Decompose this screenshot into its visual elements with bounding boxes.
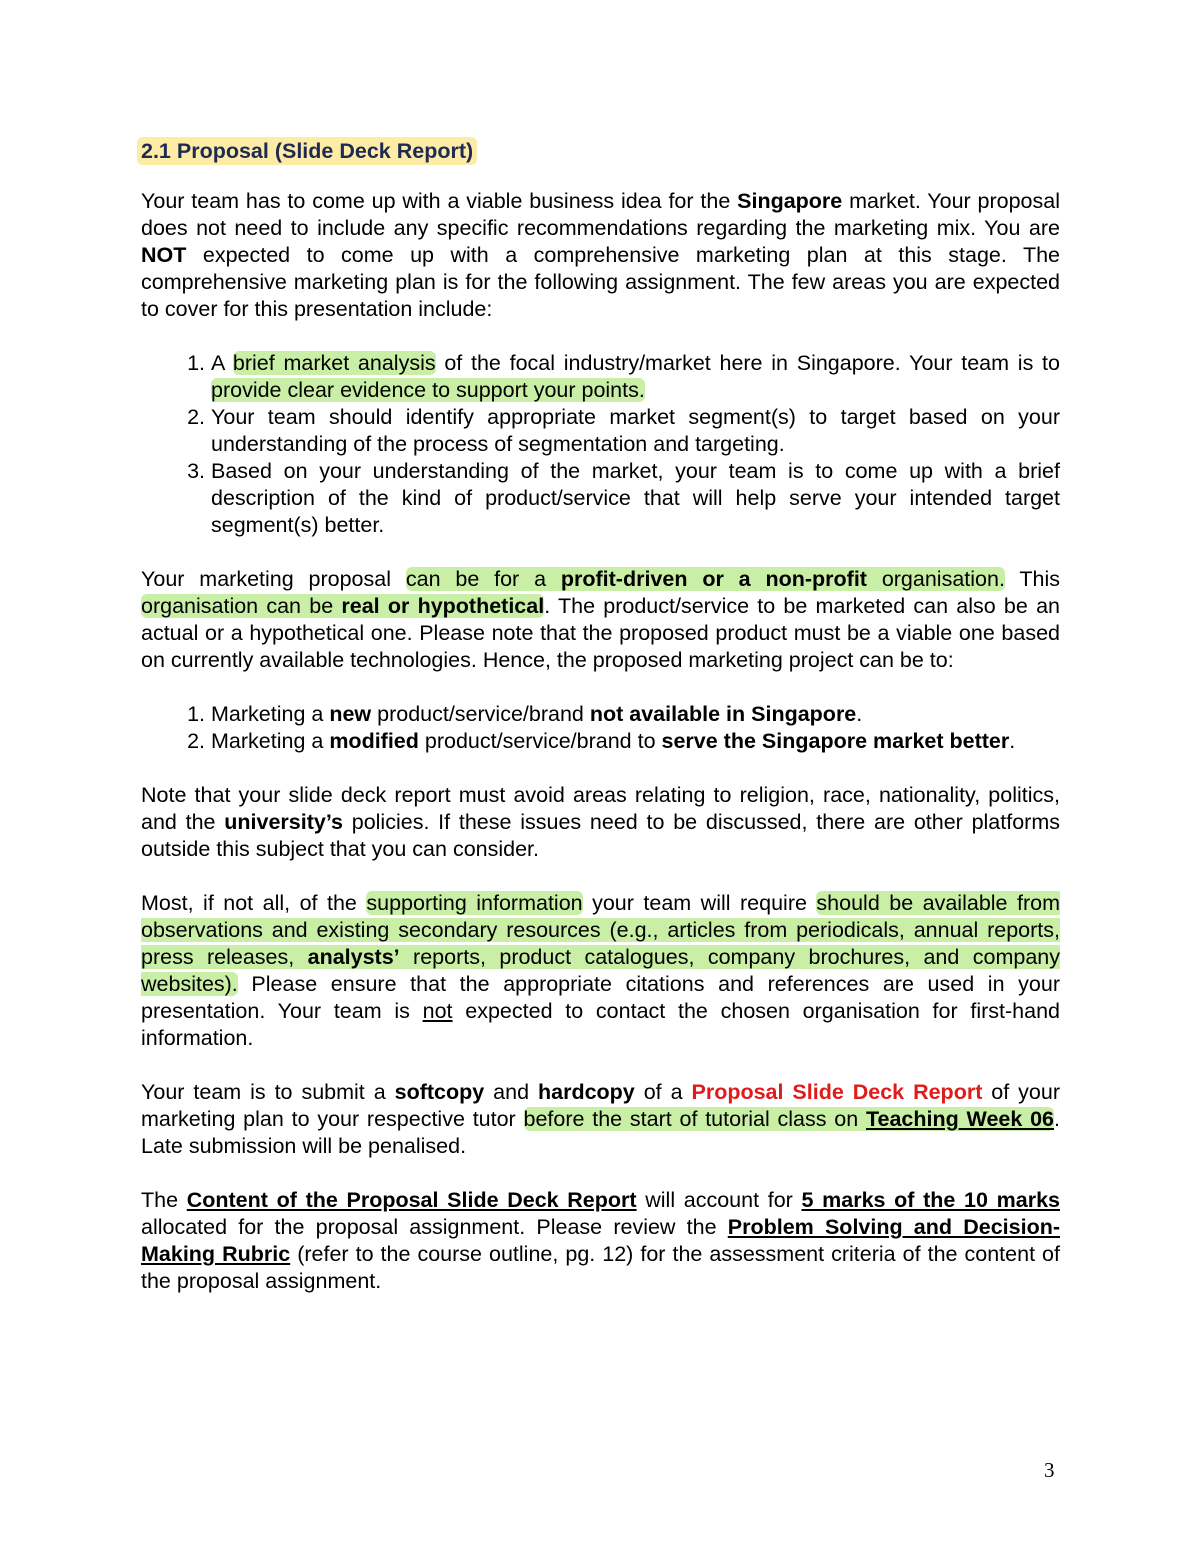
intro-paragraph: Your team has to come up with a viable business idea for the Singapore market. Your proposal does not need to include any specific recommendations regarding the marketing mix. You are NOT expected to come up with a comprehensive marketing plan at this stage. The comprehensive marketing plan is for the following assignment. The few areas you are expected to cover for this presentation include:	[141, 189, 1060, 321]
page-number: 3	[1044, 1458, 1055, 1482]
page-content	[141, 138, 1060, 1295]
list-item: 3. Based on your understanding of the market, your team is to come up with a brief description of the kind of product/service that will help serve your intended target segment(s) better.	[211, 458, 1060, 539]
organisation-paragraph: Your marketing proposal can be for a profit-driven or a non-profit organisation. This organisation can be real or hypothetical. The product/service to be marketed can also be an actual or a hypothetical one. Please note that the proposed product must be a viable one based on currently available technologies. Hence, the proposed marketing project can be to:	[141, 567, 1061, 672]
list-item: 2. Your team should identify appropriate market segment(s) to target based on your understanding of the process of segmentation and targeting.	[211, 404, 1060, 458]
coverage-list	[141, 350, 1060, 539]
sources-paragraph: Most, if not all, of the supporting information your team will require should be available from observations and existing secondary resources (e.g., articles from periodicals, annual reports, press releases, analysts’ reports, product catalogues, company brochures, and company websites). Please ensure that the appropriate citations and references are used in your presentation. Your team is not expected to contact the chosen organisation for first-hand information.	[141, 891, 1060, 1050]
project-options-list	[141, 701, 1060, 755]
list-item: 2. Marketing a modified product/service/brand to serve the Singapore market better.	[211, 728, 1060, 755]
list-item: 1. A brief market analysis of the focal industry/market here in Singapore. Your team is to provide clear evidence to support your points.	[211, 350, 1060, 404]
section-heading: 2.1 Proposal (Slide Deck Report)	[141, 138, 1060, 165]
restrictions-paragraph: Note that your slide deck report must avoid areas relating to religion, race, nationality, politics, and the university’s policies. If these issues need to be discussed, there are other platforms outside this subject that you can consider.	[141, 783, 1060, 861]
list-item: 1. Marketing a new product/service/brand not available in Singapore.	[211, 701, 1060, 728]
submission-paragraph: Your team is to submit a softcopy and hardcopy of a Proposal Slide Deck Report of your marketing plan to your respective tutor before the start of tutorial class on Teaching Week 06. Late submission will be penalised.	[141, 1080, 1061, 1158]
marks-paragraph: The Content of the Proposal Slide Deck Report will account for 5 marks of the 10 marks allocated for the proposal assignment. Please review the Problem Solving and Decision-Making Rubric (refer to the course outline, pg. 12) for the assessment criteria of the content of the proposal assignment.	[141, 1188, 1060, 1293]
